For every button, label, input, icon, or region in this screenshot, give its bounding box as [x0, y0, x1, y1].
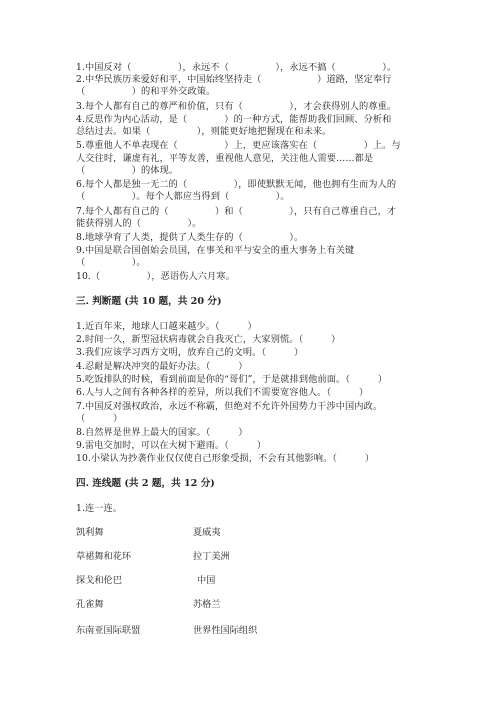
fill-line: 6.每个人都是独一无二的（ ），即使默默无闻，他也拥有生而为人的	[76, 179, 397, 190]
match-instruction: 1.连一连。	[76, 503, 123, 514]
fill-line: 人交往时，谦虚有礼，平等友善，重视他人意见，关注他人需要……都是	[76, 153, 374, 164]
match-right-item: 中国	[197, 575, 216, 586]
match-left-item: 探戈和伦巴	[76, 575, 122, 586]
judge-line: 5.吃饭排队的时候，看到前面是你的“哥们”，于是就排到他前面。（ ）	[76, 374, 388, 385]
match-right-item: 世界性国际组织	[193, 625, 258, 636]
judge-line: 7.中国反对强权政治，永远不称霸，但绝对不允许外国势力干涉中国内政。	[76, 401, 383, 412]
fill-line: （ ）。	[76, 257, 146, 268]
section-heading-judge: 三. 判断题 (共 10 题，共 20 分)	[76, 296, 222, 307]
fill-line: 10.（ ），恶语伤人六月寒。	[76, 271, 235, 282]
match-right-item: 苏格兰	[193, 599, 221, 610]
fill-line: 7.每个人都有自己的（ ）和（ ），只有自己尊重自己，才	[76, 206, 397, 217]
judge-line: 9.雷电交加时，可以在大树下避雨。（ ）	[76, 440, 267, 451]
match-right-item: 夏威夷	[193, 527, 221, 538]
match-right-item: 拉丁美洲	[193, 551, 230, 562]
match-left-item: 东南亚国际联盟	[76, 625, 141, 636]
judge-line: 8.自然界是世界上最大的国家。（ ）	[76, 427, 248, 438]
fill-line: 5.尊重他人不单表现在（ ）上，更应该落实在（ ）上。与	[76, 140, 401, 151]
judge-line: 1.近百年来，地球人口越来越少。（ ）	[76, 321, 257, 332]
fill-line: 8.地球孕育了人类，提供了人类生存的（ ）。	[76, 232, 304, 243]
fill-line: 1.中国反对（ ），永远不（ ），永远不搞（ ）。	[76, 62, 397, 73]
match-left-item: 草裙舞和花环	[76, 551, 132, 562]
fill-line: 9.中国是联合国创始会员国，在事关和平与安全的重大事务上有关键	[76, 245, 355, 256]
judge-line: 10.小梁认为抄袭作业仅仅使自己形象受损，不会有其他影响。（ ）	[76, 453, 375, 464]
judge-line: 2.时间一久，新型冠状病毒就会自我灭亡，大家别慌。（ ）	[76, 334, 341, 345]
section-heading-match: 四. 连线题 (共 2 题，共 12 分)	[76, 478, 215, 489]
judge-line: 6.人与人之间有各种各样的差异，所以我们不需要宽容他人。（ ）	[76, 387, 369, 398]
fill-line: 3.每个人都有自己的尊严和价值，只有（ ），才会获得别人的尊重。	[76, 101, 397, 112]
judge-line: 3.我们应该学习西方文明，放弃自己的文明。（ ）	[76, 347, 304, 358]
fill-line: 4.反思作为内心活动，是（ ）的一种方式，能帮助我们回顾、分析和	[76, 114, 392, 125]
fill-line: 能获得别人的（ ）。	[76, 218, 202, 229]
judge-line: 4.忍耐是解决冲突的最好办法。（ ）	[76, 361, 248, 372]
fill-line: （ ）的和平外交政策。	[76, 86, 216, 97]
match-left-item: 凯利舞	[76, 527, 104, 538]
judge-line: （ ）	[76, 413, 123, 424]
fill-line: 总结过去。如果（ ），则能更好地把握现在和未来。	[76, 126, 332, 137]
fill-line: （ ）。每个人都应当得到（ ）。	[76, 191, 290, 202]
fill-line: （ ）的体现。	[76, 165, 179, 176]
fill-line: 2.中华民族历来爱好和平，中国始终坚持走（ ）道路，坚定奉行	[76, 74, 392, 85]
match-left-item: 孔雀舞	[76, 599, 104, 610]
